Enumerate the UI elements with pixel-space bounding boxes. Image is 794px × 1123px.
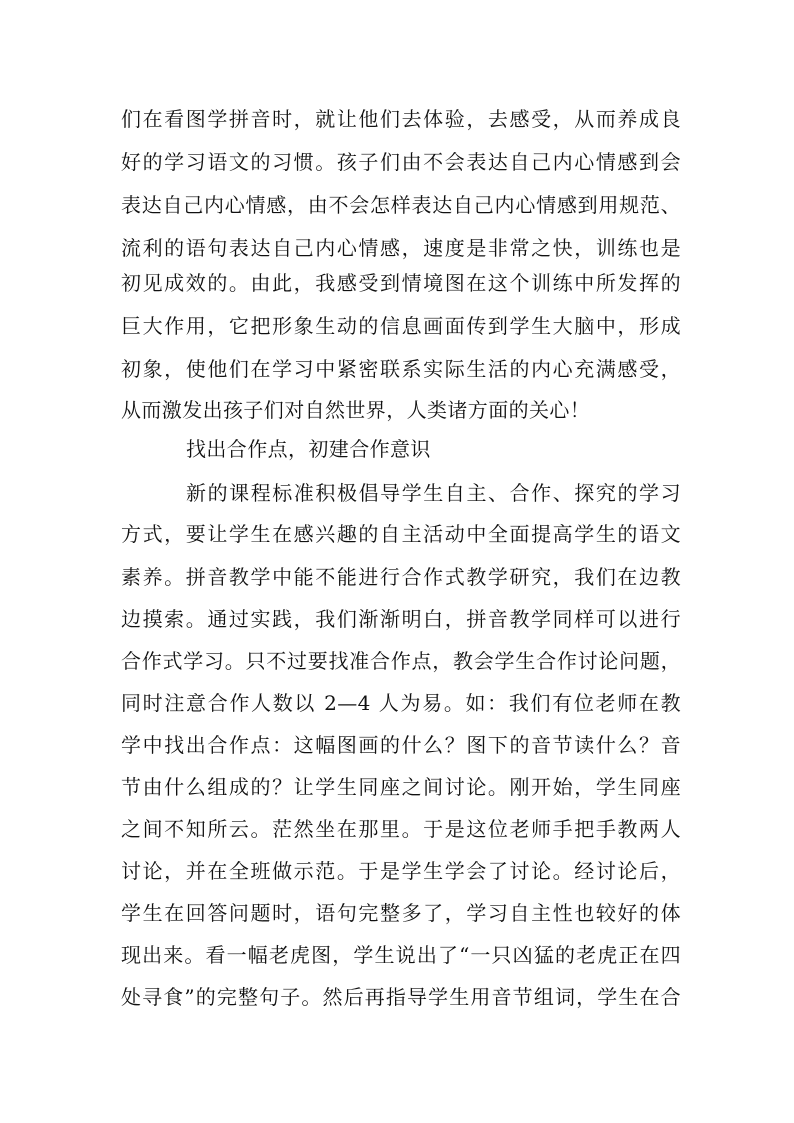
paragraph2-line-11: 学生在回答问题时，语句完整多了，学习自主性也较好的体 [121,901,681,925]
paragraph1-line-4: 流利的语句表达自己内心情感，速度是非常之快，训练也是 [121,236,681,260]
paragraph2-line-4: 边摸索。通过实践，我们渐渐明白，拼音教学同样可以进行 [121,607,681,631]
paragraph2-line-5: 合作式学习。只不过要找准合作点，教会学生合作讨论问题， [121,649,681,673]
paragraph2-line-1: 新的课程标准积极倡导学生自主、合作、探究的学习 [186,481,681,505]
paragraph1-line-2: 好的学习语文的习惯。孩子们由不会表达自己内心情感到会 [121,150,681,174]
paragraph2-line-8: 节由什么组成的？让学生同座之间讨论。刚开始，学生同座 [121,775,681,799]
paragraph2-line-12: 现出来。看一幅老虎图，学生说出了“一只凶猛的老虎正在四 [121,943,681,967]
paragraph2-line-13: 处寻食”的完整句子。然后再指导学生用音节组词，学生在合 [121,985,681,1009]
paragraph2-line-7: 学中找出合作点：这幅图画的什么？图下的音节读什么？音 [121,733,681,757]
paragraph1-line-8: 从而激发出孩子们对自然世界，人类诸方面的关心！ [121,398,591,422]
paragraph1-line-3: 表达自己内心情感，由不会怎样表达自己内心情感到用规范、 [121,193,681,217]
paragraph2-line-10: 讨论，并在全班做示范。于是学生学会了讨论。经讨论后， [121,859,681,883]
paragraph2-line-2: 方式，要让学生在感兴趣的自主活动中全面提高学生的语文 [121,522,681,546]
paragraph2-line-9: 之间不知所云。茫然坐在那里。于是这位老师手把手教两人 [121,817,681,841]
paragraph2-line-6: 同时注意合作人数以 2—4 人为易。如：我们有位老师在教 [121,691,681,715]
paragraph2-line-3: 素养。拼音教学中能不能进行合作式教学研究，我们在边教 [121,565,681,589]
paragraph1-line-6: 巨大作用，它把形象生动的信息画面传到学生大脑中，形成 [121,314,681,338]
paragraph1-line-1: 们在看图学拼音时，就让他们去体验，去感受，从而养成良 [121,107,681,131]
section-heading: 找出合作点，初建合作意识 [186,437,431,461]
paragraph1-line-7: 初象，使他们在学习中紧密联系实际生活的内心充满感受， [121,357,681,381]
paragraph1-line-5: 初见成效的。由此，我感受到情境图在这个训练中所发挥的 [121,271,681,295]
